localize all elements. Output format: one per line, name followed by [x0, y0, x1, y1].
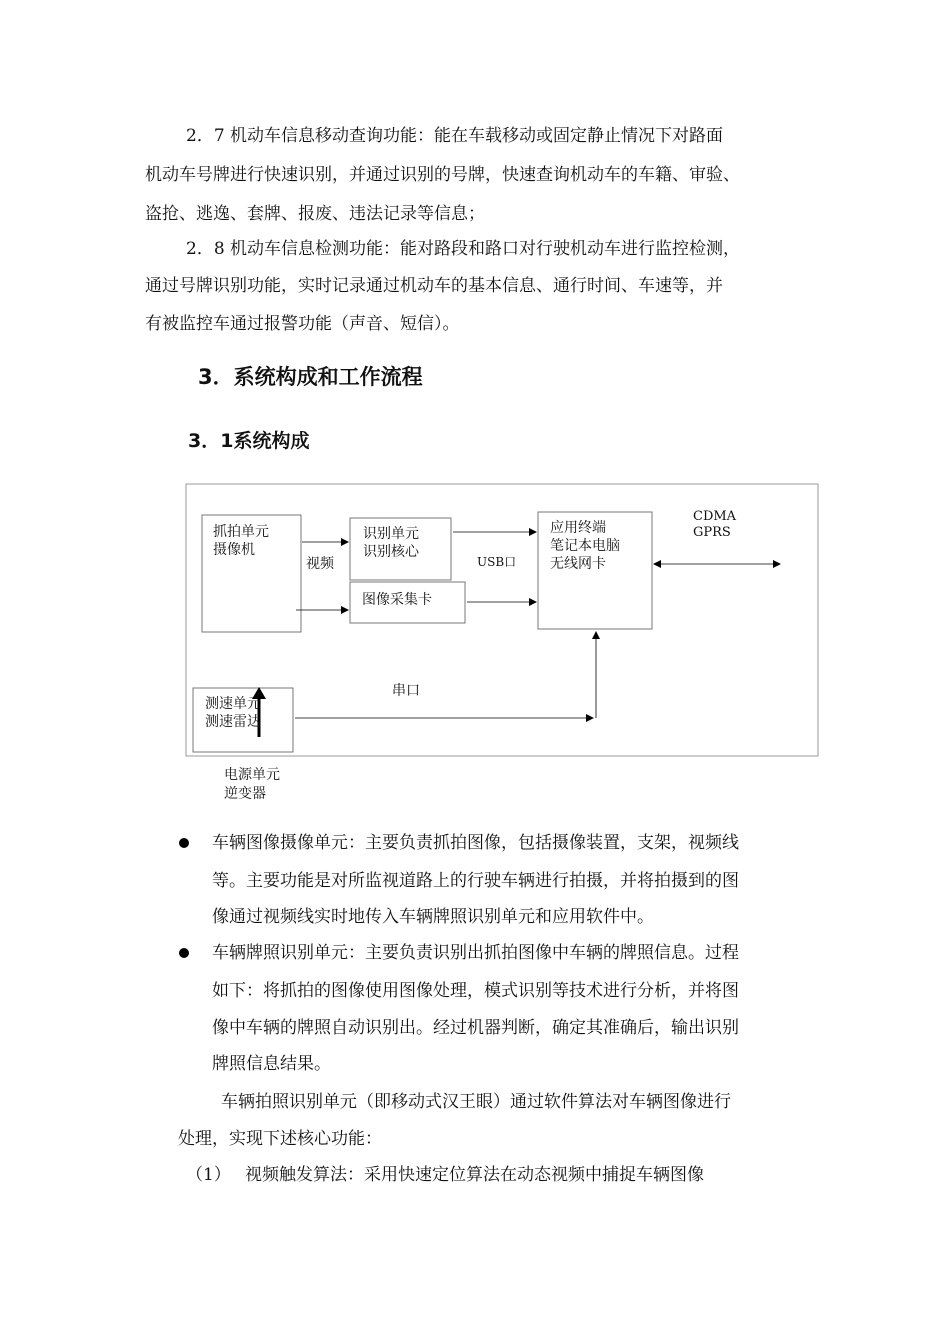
closing-line-1: 车辆拍照识别单元（即移动式汉王眼）通过软件算法对车辆图像进行: [221, 1092, 731, 1112]
capture-unit-line-1: 抓拍单元: [213, 524, 269, 540]
section-3-1-heading: 3．1系统构成: [188, 430, 310, 452]
speed-unit-line-2: 测速雷达: [205, 714, 261, 730]
bullet-1-line-1: 车辆图像摄像单元：主要负责抓拍图像，包括摄像装置，支架，视频线: [212, 833, 739, 853]
bullet-dot-2: [179, 948, 189, 958]
bullet-2-line-1: 车辆牌照识别单元：主要负责识别出抓拍图像中车辆的牌照信息。过程: [212, 943, 739, 963]
usb-label: USB口: [477, 555, 517, 569]
para-2-8-line-3: 有被监控车通过报警功能（声音、短信）。: [145, 314, 460, 334]
serial-label: 串口: [392, 683, 420, 699]
para-2-7-line-3: 盗抢、逃逸、套牌、报废、违法记录等信息；: [145, 204, 485, 224]
bullet-1-line-3: 像通过视频线实时地传入车辆牌照识别单元和应用软件中。: [212, 907, 654, 927]
bullet-1-line-2: 等。主要功能是对所监视道路上的行驶车辆进行拍摄，并将拍摄到的图: [212, 871, 739, 891]
para-2-8-line-2: 通过号牌识别功能，实时记录通过机动车的基本信息、通行时间、车速等，并: [145, 276, 723, 296]
network-cdma: CDMA: [693, 509, 737, 524]
bullet-2-line-3: 像中车辆的牌照自动识别出。经过机器判断，确定其准确后，输出识别: [212, 1018, 739, 1038]
power-unit-line-2: 逆变器: [224, 786, 266, 802]
capture-card-label: 图像采集卡: [362, 592, 432, 608]
closing-line-2: 处理，实现下述核心功能：: [178, 1129, 382, 1149]
capture-unit-line-2: 摄像机: [213, 542, 255, 558]
list-item-1-text: 视频触发算法：采用快速定位算法在动态视频中捕捉车辆图像: [245, 1165, 704, 1185]
list-item-1-number: （1）: [186, 1165, 231, 1185]
speed-unit-line-1: 测速单元: [205, 696, 261, 712]
para-2-8-line-1: 2．8 机动车信息检测功能：能对路段和路口对行驶机动车进行监控检测，: [186, 239, 741, 259]
section-3-heading: 3．系统构成和工作流程: [198, 365, 423, 389]
para-2-7-line-2: 机动车号牌进行快速识别，并通过识别的号牌，快速查询机动车的车籍、审验、: [145, 165, 740, 185]
network-gprs: GPRS: [693, 525, 731, 540]
power-unit-line-1: 电源单元: [224, 767, 280, 783]
para-2-7-line-1: 2．7 机动车信息移动查询功能：能在车载移动或固定静止情况下对路面: [186, 126, 724, 146]
video-label: 视频: [306, 556, 334, 572]
app-terminal-line-3: 无线网卡: [550, 556, 606, 572]
app-terminal-line-2: 笔记本电脑: [550, 538, 620, 554]
app-terminal-line-1: 应用终端: [550, 520, 606, 536]
bullet-2-line-2: 如下：将抓拍的图像使用图像处理，模式识别等技术进行分析，并将图: [212, 981, 739, 1001]
recog-unit-line-2: 识别核心: [363, 544, 419, 560]
bullet-2-line-4: 牌照信息结果。: [212, 1054, 331, 1074]
bullet-dot-1: [179, 838, 189, 848]
recog-unit-line-1: 识别单元: [363, 526, 419, 542]
